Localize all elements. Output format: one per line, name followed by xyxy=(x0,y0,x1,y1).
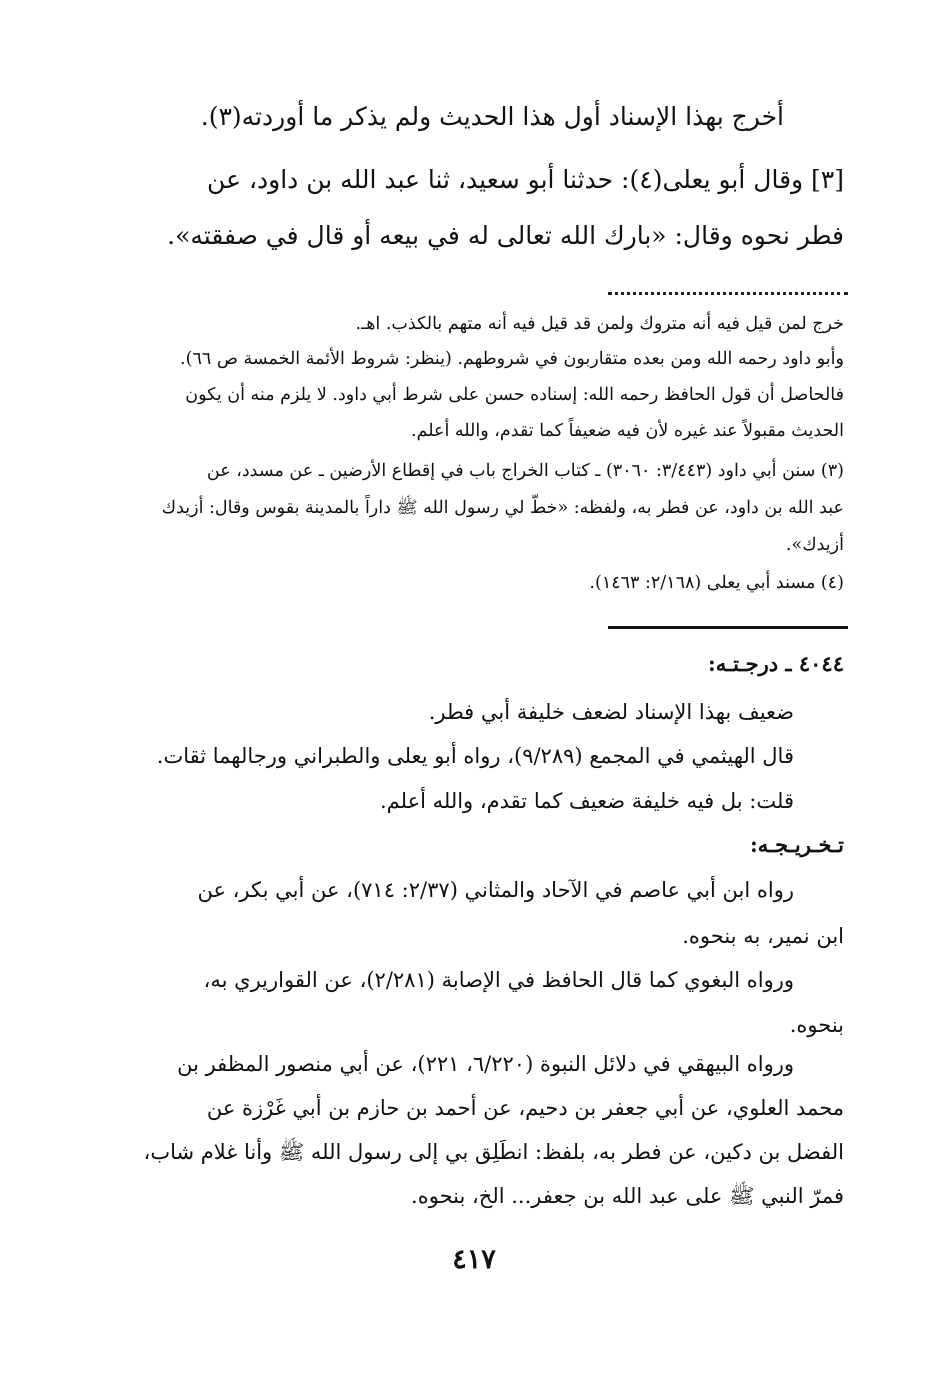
section-heading: ٤٠٤٤ ـ درجـتـه: xyxy=(707,651,844,676)
body-line-3: فطر نحوه وقال: «بارك الله تعالى له في بيعه أو قال في صفقته». xyxy=(167,221,844,250)
footnote-line: الحديث مقبولاً عند غيره لأن فيه ضعيفاً كما تقدم، والله أعلم. xyxy=(411,421,844,441)
page-number: ٤١٧ xyxy=(452,1244,496,1275)
takhrij-line: بنحوه. xyxy=(789,1013,844,1037)
takhrij-line: الفضل بن دكين، عن فطر به، بلفظ: انطَلِق بي إلى رسول الله ﷺ وأنا غلام شاب، xyxy=(143,1140,844,1164)
body-line-2: [٣] وقال أبو يعلى(٤): حدثنا أبو سعيد، ثنا عبد الله بن داود، عن xyxy=(207,165,844,194)
section-line: قال الهيثمي في المجمع (٩/٢٨٩)، رواه أبو يعلى والطبراني ورجالهما ثقات. xyxy=(156,744,794,768)
footnote-line: أزيدك». xyxy=(785,535,844,555)
footnote-4: (٤) مسند أبي يعلى (٢/١٦٨: ١٤٦٣). xyxy=(589,573,844,593)
takhrij-line: ابن نمير، به بنحوه. xyxy=(682,924,844,948)
section-line: ضعيف بهذا الإسناد لضعف خليفة أبي فطر. xyxy=(428,700,794,724)
section-rule xyxy=(608,626,848,629)
footnote-line: فالحاصل أن قول الحافظ رحمه الله: إسناده حسن على شرط أبي داود. لا يلزم منه أن يكون xyxy=(185,385,844,405)
body-line-1: أخرج بهذا الإسناد أول هذا الحديث ولم يذكر ما أوردته(٣). xyxy=(200,102,784,131)
takhrij-line: فمرّ النبي ﷺ على عبد الله بن جعفر... الخ، بنحوه. xyxy=(411,1184,844,1208)
takhrij-line: رواه ابن أبي عاصم في الآحاد والمثاني (٢/٣٧: ٧١٤)، عن أبي بكر، عن xyxy=(197,878,794,902)
takhrij-heading: تـخـريـجـه: xyxy=(749,832,844,857)
footnote-line: عبد الله بن داود، عن فطر به، ولفظه: «خطّ لي رسول الله ﷺ داراً بالمدينة بقوس وقال: أزيدك xyxy=(161,498,844,518)
footnote-line: وأبو داود رحمه الله ومن بعده متقاربون في شروطهم. (ينظر: شروط الأئمة الخمسة ص ٦٦). xyxy=(180,349,844,369)
section-line: قلت: بل فيه خليفة ضعيف كما تقدم، والله أعلم. xyxy=(379,789,794,813)
takhrij-line: محمد العلوي، عن أبي جعفر بن دحيم، عن أحمد بن حازم بن أبي غَرْزة عن xyxy=(206,1096,844,1120)
footnote-line: خرج لمن قيل فيه أنه متروك ولمن قد قيل فيه أنه متهم بالكذب. اهـ. xyxy=(355,314,844,334)
takhrij-line: ورواه البغوي كما قال الحافظ في الإصابة (٢/٢٨١)، عن القواريري به، xyxy=(203,968,794,992)
takhrij-line: ورواه البيهقي في دلائل النبوة (٦/٢٢٠، ٢٢١)، عن أبي منصور المظفر بن xyxy=(177,1052,794,1076)
footnote-3: (٣) سنن أبي داود (٣/٤٤٣: ٣٠٦٠) ـ كتاب الخراج باب في إقطاع الأرضين ـ عن مسدد، عن xyxy=(206,461,844,481)
footnote-separator xyxy=(608,286,848,295)
